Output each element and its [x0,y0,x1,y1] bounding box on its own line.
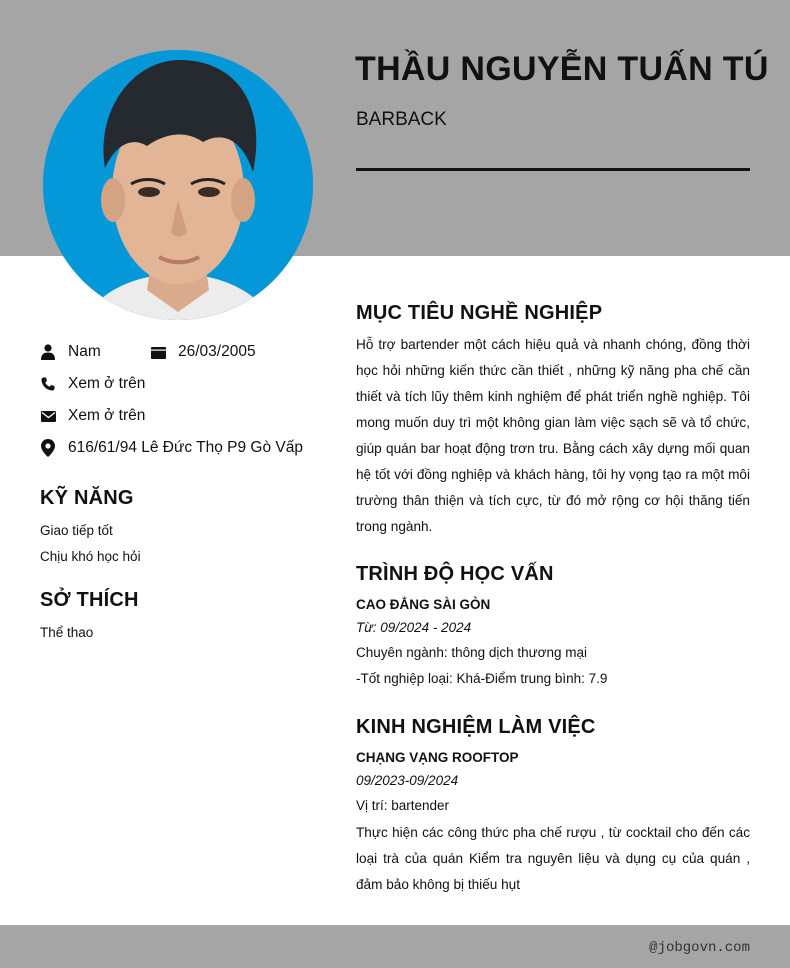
location-pin-icon [40,440,56,456]
birthdate-row [150,343,256,361]
experience-position: Vị trí: bartender [356,798,450,813]
skills-title: KỸ NĂNG [40,487,134,509]
address-value: 616/61/94 Lê Đức Thọ P9 Gò Vấp [68,439,303,456]
experience-description: Thực hiện các công thức pha chế rượu , từ cocktail cho đến các loại trà của quán Kiểm tra nguyên liệu và dụng cụ của quán , đảm bảo không bị thiếu hụt [356,825,750,892]
footer-watermark: @jobgovn.com [649,940,750,956]
avatar [43,50,313,320]
calendar-icon [150,344,166,360]
phone-icon [40,376,56,392]
header-divider [356,168,750,171]
candidate-name: THẦU NGUYỄN TUẤN TÚ [355,50,769,88]
birthdate-value: 26/03/2005 [178,343,256,360]
person-icon [40,344,56,360]
experience-period: 09/2023-09/2024 [356,773,459,788]
gender-value: Nam [68,343,101,360]
portrait-photo [43,50,313,320]
phone-value: Xem ở trên [68,375,146,392]
email-value: Xem ở trên [68,407,146,424]
address-row [40,439,303,457]
education-major: Chuyên ngành: thông dịch thương mại [356,645,588,660]
phone-row [40,375,145,393]
experience-title: KINH NGHIỆM LÀM VIỆC [356,716,596,738]
experience-company: CHẠNG VẠNG ROOFTOP [356,750,519,765]
hobbies-title: SỞ THÍCH [40,589,139,611]
job-title: BARBACK [356,109,447,130]
skill-item: Giao tiếp tốt [40,523,113,538]
gender-row [40,343,101,361]
education-period: Từ: 09/2024 - 2024 [356,620,472,635]
hobby-item: Thể thao [40,625,94,640]
mail-icon [40,408,56,424]
email-row [40,407,145,425]
education-title: TRÌNH ĐỘ HỌC VẤN [356,563,554,585]
skill-item: Chịu khó học hỏi [40,549,141,564]
education-grade: -Tốt nghiệp loại: Khá-Điểm trung bình: 7.9 [356,671,608,686]
objective-title: MỤC TIÊU NGHỀ NGHIỆP [356,302,603,324]
objective-text: Hỗ trợ bartender một cách hiệu quả và nhanh chóng, đồng thời học hỏi những kiến thức cần thiết , những kỹ năng pha chế cần thiết và tích lũy thêm kinh nghiệm để phát triển nghề nghiệp. Tôi mong muốn duy trì một không gian làm việc sạch sẽ và tổ chức, giúp quán bar hoạt động trơn tru. Bằng cách xây dựng mối quan hệ tốt với đồng nghiệp và khách hàng, tôi hy vọng tạo ra một môi trường thân thiện và tích cực, từ đó mở rộng cơ hội thăng tiến trong ngành. [356,337,750,534]
education-school: CAO ĐẲNG SÀI GÒN [356,597,491,612]
